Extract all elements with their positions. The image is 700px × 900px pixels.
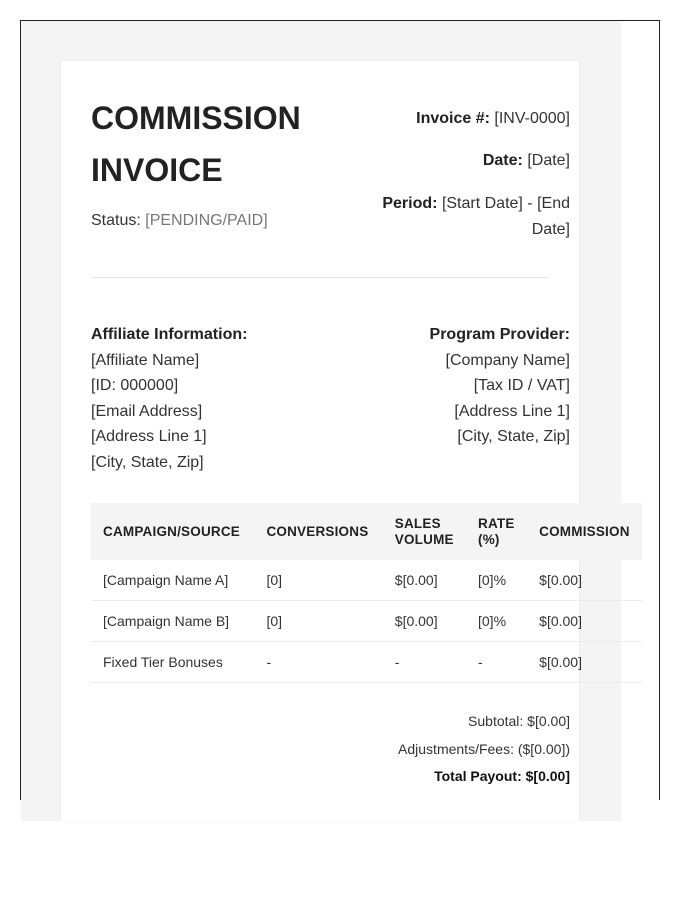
column-header: CAMPAIGN/SOURCE — [103, 523, 241, 539]
totals-block — [398, 708, 570, 791]
table-row — [91, 601, 642, 642]
status-value: [PENDING/PAID] — [145, 212, 268, 229]
table-cell: [Campaign Name B] — [91, 601, 254, 642]
column-header: CONVERSIONS — [266, 523, 369, 539]
affiliate-info — [91, 322, 247, 475]
subtotal: Subtotal: $[0.00] — [468, 713, 570, 729]
table-cell: [0] — [254, 560, 382, 601]
affiliate-line: [Affiliate Name] — [91, 351, 200, 369]
table-row — [91, 642, 642, 683]
table-cell: [0] — [254, 601, 382, 642]
invoice-number — [416, 110, 570, 128]
column-header: COMMISSION — [539, 523, 630, 539]
invoice-date-value: [Date] — [527, 152, 570, 169]
invoice-date — [483, 152, 570, 170]
invoice-number-value: [INV-0000] — [494, 110, 570, 127]
table-cell: - — [383, 642, 466, 683]
table-row — [91, 560, 642, 601]
invoice-period — [370, 191, 570, 243]
table-cell: $[0.00] — [527, 560, 642, 601]
provider-line: [Address Line 1] — [454, 402, 570, 420]
provider-line: [City, State, Zip] — [457, 428, 570, 445]
commission-table-wrapper — [91, 503, 642, 683]
table-cell: [Campaign Name A] — [91, 560, 254, 601]
header-divider — [91, 277, 549, 278]
table-cell: - — [254, 642, 382, 683]
affiliate-line: [ID: 000000] — [91, 377, 179, 394]
table-cell: Fixed Tier Bonuses — [91, 642, 254, 683]
provider-line: [Company Name] — [445, 351, 570, 369]
table-cell: [0]% — [466, 601, 527, 642]
table-cell: - — [466, 642, 527, 683]
column-header: RATE (%) — [478, 515, 515, 547]
invoice-number-label: Invoice #: — [416, 110, 490, 127]
table-cell: $[0.00] — [383, 601, 466, 642]
total-payout: Total Payout: $[0.00] — [434, 768, 570, 784]
invoice-date-label: Date: — [482, 152, 523, 169]
table-cell: $[0.00] — [383, 560, 466, 601]
affiliate-heading: Affiliate Information: — [91, 326, 248, 343]
invoice-period-value: [Start Date] - [End Date] — [441, 195, 570, 238]
provider-line: [Tax ID / VAT] — [473, 377, 570, 394]
column-header: SALES VOLUME — [394, 515, 454, 547]
adjustments-fees: Adjustments/Fees: ($[0.00]) — [398, 740, 570, 757]
status-label: Status: — [91, 212, 141, 229]
table-cell: $[0.00] — [527, 601, 642, 642]
table-cell: $[0.00] — [527, 642, 642, 683]
commission-table — [91, 503, 642, 683]
invoice-status — [91, 212, 268, 230]
table-header-row — [91, 503, 642, 560]
table-cell: [0]% — [466, 560, 527, 601]
affiliate-line: [City, State, Zip] — [91, 453, 204, 471]
affiliate-line: [Email Address] — [91, 402, 203, 420]
invoice-period-label: Period: — [382, 195, 438, 212]
affiliate-line: [Address Line 1] — [91, 428, 207, 445]
provider-info — [430, 322, 570, 450]
invoice-title: COMMISSION INVOICE — [91, 100, 301, 188]
provider-heading: Program Provider: — [429, 326, 570, 343]
